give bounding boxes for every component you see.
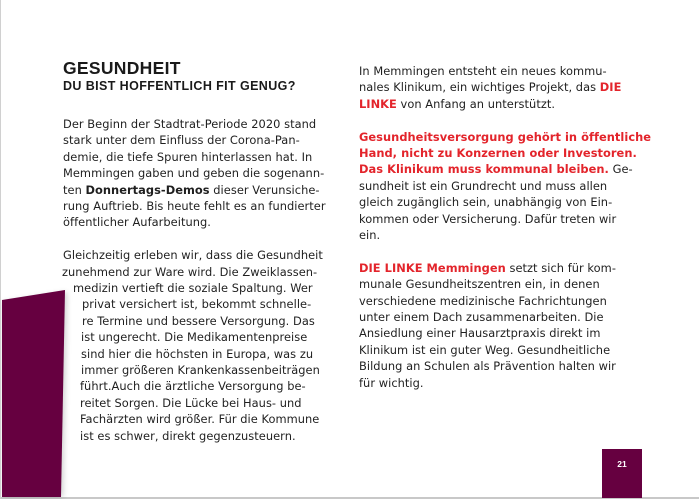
page-number-badge (602, 449, 642, 498)
text-line (359, 161, 649, 177)
text-fragment: nales Klinikum, ein wichtiges Projekt, das (359, 80, 600, 95)
text-line: privat versichert ist, bekommt schnelle- (82, 297, 312, 312)
text-line (63, 182, 353, 198)
text-fragment: Ge- (608, 162, 633, 177)
text-line: öffentlicher Aufarbeitung. (63, 215, 211, 230)
text-line: für wichtig. (359, 375, 424, 390)
highlight-party-name: DIE (599, 80, 622, 95)
text-line: demie, die tiefe Spuren hinterlassen hat. In (63, 149, 313, 164)
text-line: medizin vertieft die soziale Spaltung. Wer (73, 281, 313, 296)
text-line: munale Gesundheitszentren ein, in denen (359, 277, 600, 292)
highlight-statement: Das Klinikum muss kommunal bleiben. (359, 162, 609, 177)
text-line: stark unter dem Einfluss der Corona-Pan- (63, 133, 300, 148)
paragraph-public-healthcare (359, 129, 652, 244)
paragraph-health-centers (359, 260, 649, 391)
text-line: Der Beginn der Stadtrat-Periode 2020 stand (63, 117, 317, 131)
text-line: immer größeren Krankenkassenbeiträgen (81, 363, 320, 378)
highlight-party-name: DIE LINKE Memmingen (359, 260, 506, 275)
text-line: sundheit ist ein Grundrecht und muss allen (359, 178, 608, 193)
text-line (359, 260, 649, 276)
text-fragment: dieser Verunsiche- (209, 182, 320, 197)
text-line: ein. (359, 228, 381, 243)
section-title: GESUNDHEIT (63, 58, 181, 78)
text-line: ist es schwer, direkt gegenzusteuern. (80, 428, 296, 443)
text-line: Klinikum ist ein guter Weg. Gesundheitliche (359, 342, 611, 357)
text-line: kommen oder Versicherung. Dafür treten wir (359, 211, 617, 226)
text-line: re Termine und bessere Versorgung. Das (82, 313, 315, 328)
right-column (359, 63, 652, 391)
text-line: reitet Sorgen. Die Lücke bei Haus- und (80, 395, 302, 410)
paragraph-two-class-medicine (63, 247, 353, 444)
text-line (359, 96, 649, 112)
text-line: unter einem Dach zusammenarbeiten. Die (359, 310, 604, 325)
left-column (63, 58, 353, 444)
highlight-statement: Gesundheitsversorgung gehört in öffentliche (359, 129, 652, 144)
text-line: Memmingen gaben und geben die sogenann- (63, 166, 325, 181)
text-line: führt.Auch die ärztliche Versorgung be- (80, 379, 306, 394)
paragraph-pandemic (63, 116, 353, 231)
text-line: zunehmend zur Ware wird. Die Zweiklassen- (62, 264, 318, 279)
text-line: Bildung an Schulen als Prävention halten wir (359, 359, 616, 374)
text-line: gleich zugänglich sein, unabhängig von Ein- (359, 195, 613, 210)
text-line: verschiedene medizinische Fachrichtungen (359, 293, 607, 308)
text-line: Fachärzten wird größer. Für die Kommune (80, 412, 320, 427)
section-subtitle: DU BIST HOFFENTLICH FIT GENUG? (63, 79, 296, 93)
text-fragment: ten (63, 182, 86, 197)
text-fragment: von Anfang an unterstützt. (396, 96, 556, 111)
text-line: rung Auftrieb. Bis heute fehlt es an fundierter (63, 199, 326, 214)
text-line: Ansiedlung einer Hausarztpraxis direkt im (359, 326, 601, 341)
paragraph-klinikum (359, 63, 649, 112)
text-line: ist ungerecht. Die Medikamentenpreise (81, 330, 308, 345)
bold-term-donnertags-demos: Donnertags-Demos (85, 182, 210, 197)
text-fragment: setzt sich für kom- (505, 260, 616, 275)
text-line (359, 79, 649, 95)
page-number: 21 (617, 459, 627, 469)
text-line: In Memmingen entsteht ein neues kommu- (359, 64, 607, 78)
highlight-statement: Hand, nicht zu Konzernen oder Investoren. (359, 146, 637, 161)
highlight-party-name: LINKE (359, 96, 397, 111)
text-line: sind hier die höchsten in Europa, was zu (81, 346, 314, 361)
text-line: Gleichzeitig erleben wir, dass die Gesundheit (63, 248, 323, 263)
